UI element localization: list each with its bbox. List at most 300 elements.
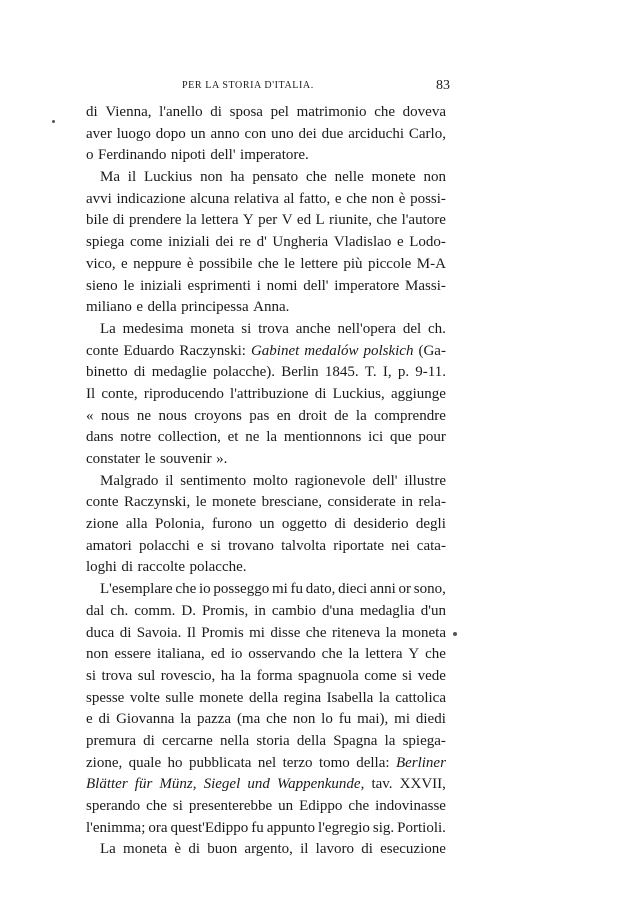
word: Ungheria <box>272 234 329 251</box>
word: nomi <box>266 277 298 294</box>
word: Y <box>242 212 254 229</box>
word: che <box>305 624 327 641</box>
word: lettera <box>201 212 239 229</box>
word: che <box>374 104 396 120</box>
text-line <box>86 254 446 276</box>
word: che <box>257 255 279 272</box>
word: croyons <box>194 407 242 424</box>
word: dei <box>298 125 317 142</box>
word: polacche). <box>212 364 275 381</box>
word: riteneva <box>331 624 381 641</box>
word: cercarne <box>162 732 213 749</box>
word: sono, <box>413 581 446 598</box>
word: io <box>198 581 211 598</box>
word: che <box>348 798 370 814</box>
word: di <box>143 732 155 749</box>
word: diedi <box>415 711 446 728</box>
word: Promis <box>201 624 244 641</box>
word: fatto, <box>299 190 331 207</box>
word: quest'Edippo <box>170 819 249 836</box>
word: è <box>186 255 194 272</box>
text-line <box>86 341 446 363</box>
word: di <box>86 104 98 120</box>
word: si <box>172 798 183 814</box>
word: e <box>396 234 404 251</box>
text-line <box>86 536 446 558</box>
word: dal <box>86 602 105 619</box>
word: conte, <box>101 385 138 402</box>
word: l'enimma; <box>86 819 146 836</box>
page-header <box>90 80 450 96</box>
word: spesse <box>86 689 125 706</box>
word: di <box>119 624 132 641</box>
word: 1845. <box>324 364 359 381</box>
word: lavoro <box>315 841 354 858</box>
word: un <box>278 798 294 814</box>
word: imperatore <box>334 277 400 294</box>
word: alla <box>125 516 148 533</box>
word: amatori <box>86 537 132 554</box>
word: ». <box>216 451 228 467</box>
word: le <box>144 451 156 467</box>
text-line <box>86 644 446 666</box>
word: Il <box>86 385 96 402</box>
word: non <box>292 711 316 728</box>
text-line <box>86 818 446 840</box>
word: l'autore <box>401 212 446 229</box>
word: posseggo <box>213 581 270 598</box>
word: luogo <box>116 125 151 142</box>
text-line <box>86 384 446 406</box>
word: sulle <box>165 689 194 706</box>
word: medaglia <box>359 602 415 619</box>
word: della <box>296 732 327 749</box>
word: essere <box>114 646 152 663</box>
word: dans <box>86 429 114 446</box>
word: della <box>248 689 279 706</box>
word: droit <box>298 407 327 424</box>
word: monete <box>199 689 244 706</box>
word: uno <box>271 125 294 142</box>
word: anche <box>295 320 331 337</box>
word: furono <box>212 516 253 533</box>
text-line <box>86 796 446 818</box>
word: Raczynski, <box>123 494 191 511</box>
word: vede <box>417 667 446 684</box>
text-line <box>86 839 446 861</box>
word: talvolta <box>281 537 327 554</box>
word: de <box>334 407 349 424</box>
word: cambio <box>271 602 316 619</box>
word: M-A <box>416 255 446 272</box>
word: nelle <box>334 169 364 186</box>
word: possi- <box>410 190 446 207</box>
word: indicazione <box>116 190 186 207</box>
word: esprimenti <box>187 277 251 294</box>
word: duca <box>86 624 115 641</box>
word: e <box>197 537 204 554</box>
word: mi <box>249 624 265 641</box>
word: di <box>188 841 200 858</box>
word: ch. <box>427 320 446 337</box>
word: ch. <box>110 602 129 619</box>
word: ha <box>230 169 245 186</box>
word: terzo <box>282 754 313 771</box>
word: Edippo <box>299 798 343 814</box>
text-line <box>86 427 446 449</box>
word: spiega <box>86 234 125 251</box>
word: aggiunge <box>390 385 446 402</box>
text-line <box>86 666 446 688</box>
word: non <box>86 646 109 663</box>
word: appunto <box>266 819 316 836</box>
word: Berlin <box>281 364 319 381</box>
word: binetto <box>86 364 128 381</box>
word: pour <box>418 429 446 446</box>
word: matrimonio <box>296 104 367 120</box>
word: d'una <box>321 602 354 619</box>
word: nipoti <box>170 147 206 164</box>
word: comprendre <box>374 407 446 424</box>
word: doveva <box>402 104 446 120</box>
word: dell' <box>303 277 329 294</box>
word: nei <box>391 537 410 554</box>
word: buon <box>207 841 238 858</box>
word: la <box>385 624 397 641</box>
word: nel <box>257 754 277 771</box>
word: monete <box>371 169 416 186</box>
word: vico, <box>86 255 116 272</box>
word: spagnuola <box>297 667 359 684</box>
word: sentimento <box>180 472 247 489</box>
text-line <box>86 102 446 124</box>
word: iniziali <box>140 277 182 294</box>
word: e <box>86 711 93 728</box>
word: et <box>227 429 239 446</box>
word: sul <box>137 667 156 684</box>
text-line <box>86 753 446 775</box>
word: loghi <box>86 559 117 576</box>
word: la <box>180 711 192 728</box>
word: le <box>195 494 207 511</box>
italic-word: und <box>247 776 270 793</box>
word: Massi- <box>405 277 446 294</box>
word: anno <box>210 125 240 142</box>
word: al <box>283 190 295 207</box>
word: ragionevole <box>294 472 366 489</box>
word: più <box>343 255 363 272</box>
text-line <box>86 579 446 601</box>
word: trova <box>258 320 289 337</box>
word: forma <box>256 667 293 684</box>
word: L <box>315 212 325 229</box>
word: aver <box>86 125 112 142</box>
word: lo <box>321 711 333 728</box>
word: argento, <box>244 841 293 858</box>
word: dopo <box>155 125 186 142</box>
word: polacchi <box>139 537 190 554</box>
word: zione <box>86 516 119 533</box>
margin-dot <box>453 632 457 636</box>
word: osservando <box>248 646 316 663</box>
word: dell' <box>210 147 236 164</box>
word: della: <box>356 754 390 771</box>
word: riproducendo <box>143 385 224 402</box>
word: « <box>86 407 94 424</box>
word: pazza <box>196 711 232 728</box>
text-line <box>86 362 446 384</box>
text-line <box>86 319 446 341</box>
word: non <box>200 169 223 186</box>
text-line <box>86 623 446 645</box>
word: i <box>256 277 261 294</box>
word: XXVII, <box>399 776 446 793</box>
word: il <box>300 841 309 858</box>
word: I, <box>382 364 392 381</box>
text-line <box>86 514 446 536</box>
word: oggetto <box>281 516 327 533</box>
word: due <box>321 125 344 142</box>
word: alcuna <box>190 190 230 207</box>
word: degli <box>415 516 446 533</box>
word: indovinasse <box>375 798 446 814</box>
word: presenterebbe <box>188 798 273 814</box>
word: pas <box>249 407 270 424</box>
word: tomo <box>318 754 350 771</box>
word: Il <box>186 624 196 641</box>
word: si <box>86 667 97 684</box>
word: dei <box>215 234 234 251</box>
word: comm. <box>134 602 176 619</box>
word: un <box>190 125 206 142</box>
word: or <box>398 581 412 598</box>
word: che <box>376 212 398 229</box>
word: spiega- <box>402 732 446 749</box>
word: dell' <box>372 472 398 489</box>
word: ho <box>167 754 183 771</box>
word: ne <box>245 429 260 446</box>
word: Savoia. <box>136 624 182 641</box>
page-number: 83 <box>436 78 450 93</box>
italic-word: medalów <box>304 342 359 359</box>
word: la <box>384 732 396 749</box>
word: Anna. <box>253 299 290 316</box>
word: come <box>364 667 397 684</box>
word: disse <box>270 624 301 641</box>
word: (ma <box>236 711 261 728</box>
word: ne <box>136 407 151 424</box>
word: o <box>86 147 94 164</box>
word: dieci <box>338 581 368 598</box>
word: conte <box>86 494 119 511</box>
word: La <box>100 320 116 337</box>
word: il <box>127 169 137 186</box>
word: desiderio <box>353 516 409 533</box>
word: sperando <box>86 798 141 814</box>
text-line <box>86 601 446 623</box>
word: fu <box>290 581 304 598</box>
word: le <box>123 277 135 294</box>
word: Y <box>408 646 420 663</box>
word: anni <box>369 581 396 598</box>
word: Luckius <box>143 169 193 186</box>
word: ora <box>148 819 168 836</box>
word: la <box>185 212 197 229</box>
text-line <box>86 557 446 579</box>
word: con <box>244 125 267 142</box>
word: nell'opera <box>337 320 397 337</box>
word: che <box>425 646 446 663</box>
word: T. <box>364 364 377 381</box>
word: constater <box>86 451 141 467</box>
text-line <box>86 471 446 493</box>
word: illustre <box>404 472 446 489</box>
word: Polonia, <box>155 516 205 533</box>
word: Portioli. <box>397 819 446 836</box>
word: di <box>210 104 222 120</box>
word: avvi <box>86 190 112 207</box>
word: e <box>334 190 342 207</box>
word: molto <box>252 472 288 489</box>
word: mi <box>271 581 288 598</box>
text-line <box>86 774 446 796</box>
word: trovano <box>228 537 274 554</box>
text-line <box>86 276 446 298</box>
word: ha <box>220 667 235 684</box>
word: che <box>266 711 287 728</box>
word: d'un <box>420 602 446 619</box>
word: un <box>259 516 275 533</box>
word: del <box>402 320 422 337</box>
word: Ma <box>100 169 120 186</box>
word: il <box>165 472 174 489</box>
text-line <box>86 406 446 428</box>
word: en <box>276 407 291 424</box>
word: trova <box>101 667 133 684</box>
word: considerate <box>327 494 396 511</box>
word: La <box>100 841 116 858</box>
word: di <box>121 559 134 576</box>
word: si <box>241 320 252 337</box>
word: Malgrado <box>100 472 159 489</box>
word: di <box>334 516 347 533</box>
word: la <box>266 429 278 446</box>
word: L'esemplare <box>100 581 173 598</box>
word: le <box>284 255 295 272</box>
word: rovescio, <box>160 667 216 684</box>
word: italiana, <box>156 646 205 663</box>
word: ed <box>210 646 225 663</box>
word: mentionnons <box>283 429 362 446</box>
word: prendere <box>128 212 182 229</box>
word: riunite, <box>329 212 372 229</box>
word: storia <box>256 732 290 749</box>
word: medesima <box>122 320 184 337</box>
word: tav. <box>371 776 393 793</box>
word: è <box>398 190 406 207</box>
word: dato, <box>305 581 336 598</box>
word: in <box>401 494 413 511</box>
word: arciduchi <box>348 125 405 142</box>
word: che <box>305 169 327 186</box>
word: l'anello <box>159 104 203 120</box>
word: D. <box>181 602 196 619</box>
word: la <box>355 407 367 424</box>
word: che <box>175 581 197 598</box>
word: Spagna <box>333 732 378 749</box>
word: come <box>129 234 163 251</box>
body-text <box>86 102 446 861</box>
word: sig. <box>372 819 395 836</box>
word: sieno <box>86 277 118 294</box>
word: Promis, <box>201 602 249 619</box>
word: 9-11. <box>415 364 446 381</box>
word: e <box>136 299 143 316</box>
word: bresciane, <box>261 494 323 511</box>
text-line <box>86 124 446 146</box>
word: Raczynski: <box>179 342 246 359</box>
word: iniziali <box>168 234 210 251</box>
word: non <box>371 190 395 207</box>
word: Vladislao <box>333 234 392 251</box>
word: collection, <box>157 429 221 446</box>
text-line <box>86 709 446 731</box>
text-line <box>86 145 446 167</box>
word: lettera <box>365 646 403 663</box>
word: rela- <box>418 494 446 511</box>
text-line <box>86 688 446 710</box>
text-line <box>86 167 446 189</box>
word: Isabella <box>326 689 374 706</box>
word: nous <box>158 407 187 424</box>
word: Luckius, <box>332 385 385 402</box>
word: mai), <box>357 711 389 728</box>
word: di <box>314 385 327 402</box>
word: p. <box>397 364 410 381</box>
word: souvenir <box>159 451 212 467</box>
word: l'attribuzione <box>230 385 309 402</box>
word: regina <box>283 689 322 706</box>
word: raccolte <box>137 559 185 576</box>
word: la <box>348 646 360 663</box>
word: io <box>230 646 243 663</box>
word: sposa <box>229 104 263 120</box>
word: fu <box>251 819 264 836</box>
word: che <box>321 646 343 663</box>
italic-word: Wappenkunde, <box>276 776 365 793</box>
word: pel <box>270 104 289 120</box>
word: per <box>258 212 278 229</box>
word: monete <box>212 494 257 511</box>
word: che <box>346 190 368 207</box>
word: ed <box>296 212 312 229</box>
word: Carlo, <box>408 125 446 142</box>
text-line <box>86 731 446 753</box>
word: si <box>402 667 413 684</box>
word: in <box>254 602 266 619</box>
word: di <box>361 841 373 858</box>
word: d' <box>256 234 267 251</box>
italic-word: für <box>134 776 153 793</box>
word: l'egregio <box>318 819 370 836</box>
word: possibile <box>199 255 253 272</box>
word: cata- <box>416 537 446 554</box>
word: quale <box>128 754 162 771</box>
word: Lodo- <box>409 234 446 251</box>
text-line <box>86 297 446 319</box>
text-line <box>86 449 446 471</box>
word: Ferdinando <box>98 147 167 164</box>
